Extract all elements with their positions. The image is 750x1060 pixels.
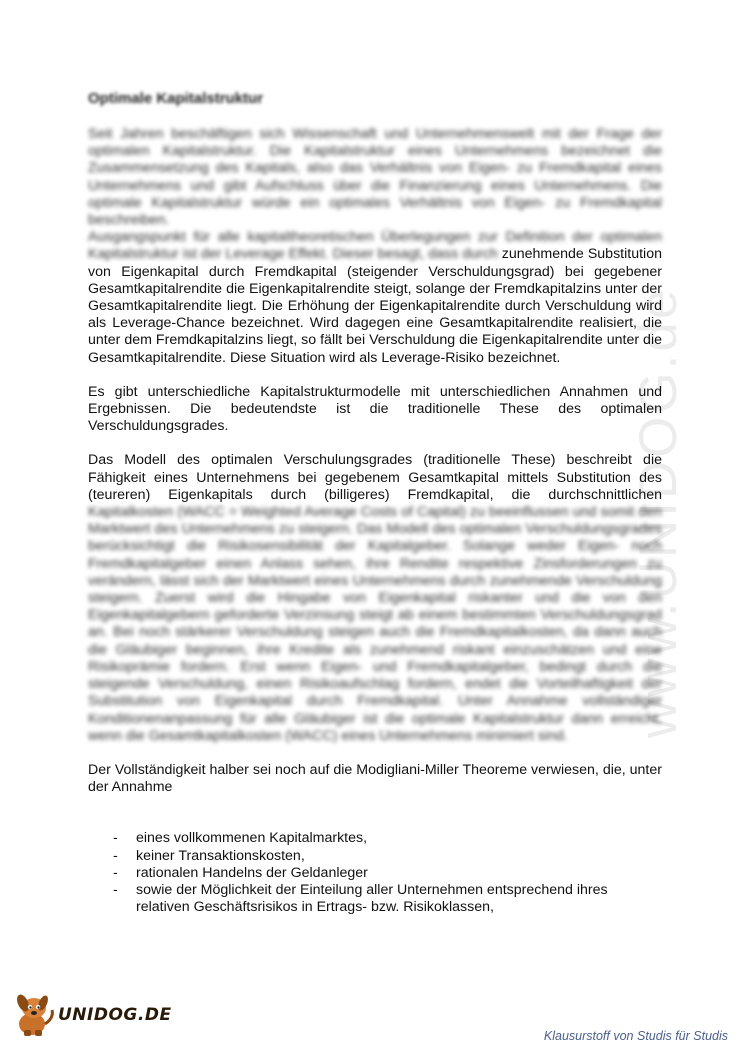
paragraph-intro: Seit Jahren beschäftigen sich Wissenschaft und Unternehmenswelt mit der Frage der optimalen Kapitalstruktur. Die Kapitalstruktur eines Unternehmens bezeichnet die Zusammensetzung des Kapitals, also das Verhältnis von Eigen- zu Fremdkapital eines Unternehmens und gibt Aufschluss über die Finanzierung eines Unternehmens. Die optimale Kapitalstruktur würde ein optimales Verhältnis von Eigen- zu Fremdkapital beschreiben. bbox=[88, 126, 662, 229]
paragraph-leverage-clear: zunehmende Substitution von Eigenkapital durch Fremdkapital (steigender Verschuldungsgrad) bei gegebener Gesamtkapitalrendite die Eigenkapitalrendite steigt, solange der Fremdkapitalzins unter der Gesamtkapitalrendite liegt. Die Erhöhung der Eigenkapitalrendite durch Verschuldung wird als Leverage-Chance bezeichnet. Wird dagegen eine Gesamtkapitalrendite realisiert, die unter dem Fremdkapitalzins liegt, so fällt bei Verschuldung die Eigenkapitalrendite unter die Gesamtkapitalrendite. Diese Situation wird als Leverage-Risiko bezeichnet. bbox=[88, 246, 662, 366]
paragraph-traditional-blurred: Kapitalkosten (WACC = Weighted Average Costs of Capital) zu beeinflussen und somit den Marktwert des Unternehmens zu steigern. Das Modell des optimalen Verschuldungsgrades berücksichtigt die Risikosensibilität der Kapitalgeber. Solange weder Eigen- noch Fremdkapitalgeber einen Anlass sehen, ihre Rendite respektive Zinsforderungen zu verändern, lässt sich der Marktwert eines Unternehmens durch zunehmende Verschuldung steigern. Zuerst wird die Hingabe von Eigenkapital riskanter und die von den Eigenkapitalgebern geforderte Verzinsung steigt ab einem bestimmten Verschuldungsgrad an. Bei noch stärkerer Verschuldung steigen auch die Fremdkapitalkosten, da dann auch die Gläubiger beginnen, ihre Kredite als zunehmend riskant einzuschätzen und eine Risikoprämie fordern. Erst wenn Eigen- und Fremdkapitalgeber, bedingt durch die steigende Verschuldung, einen Risikoaufschlag fordern, endet die Vorteilhaftigkeit der Substitution von Eigenkapital durch Fremdkapital. Unter Annahme vollständiger Konditionenanpassung für alle Gläubiger ist die optimale Kapitalstruktur dann erreicht, wenn die Gesamtkapitalkosten (WACC) eines Unternehmens minimiert sind. bbox=[88, 504, 662, 744]
paragraph-leverage-blurred: Ausgangspunkt für alle kapitaltheoretischen Überlegungen zur Definition der optimalen Kapitalstruktur ist der Leverage Effekt. Dieser besagt, dass durch bbox=[88, 229, 662, 263]
paragraph-traditional-clear: Das Modell des optimalen Verschulungsgrades (traditionelle These) beschreibt die Fähigkeit eines Unternehmens bei gegebenem Gesamtkapital mittels Substitution des (teureren) Eigenkapitals durch (billigeres) Fremdkapital, die durchschnittlichen bbox=[88, 452, 662, 503]
list-item: - eines vollkommenen Kapitalmarktes, bbox=[113, 830, 368, 847]
paragraph-leverage bbox=[88, 229, 662, 367]
page-title: Optimale Kapitalstruktur bbox=[88, 90, 264, 107]
bullet-dash: - bbox=[113, 881, 118, 898]
watermark: www.UNIDOG.de bbox=[629, 286, 688, 738]
bullet-dash: - bbox=[113, 830, 118, 847]
bullet-dash: - bbox=[113, 864, 118, 881]
dog-mascot-icon bbox=[10, 990, 56, 1040]
unidog-logo bbox=[10, 990, 180, 1040]
assumption-list bbox=[88, 830, 662, 916]
paragraph-modigliani-miller: Der Vollständigkeit halber sei noch auf die Modigliani-Miller Theoreme verwiesen, die, unter der Annahme bbox=[88, 761, 662, 796]
list-item: - keiner Transaktionskosten, bbox=[113, 847, 305, 864]
logo-text: UNIDOG.DE bbox=[58, 1005, 172, 1025]
paragraph-traditional-thesis bbox=[88, 452, 662, 744]
bullet-dash: - bbox=[113, 847, 118, 864]
list-item: - sowie der Möglichkeit der Einteilung aller Unternehmen entsprechend ihres relativen Geschäftsrisikos in Ertrags- bzw. Risikoklassen, bbox=[113, 881, 608, 916]
footer-tagline: Klausurstoff von Studis für Studis bbox=[543, 1029, 728, 1043]
paragraph-models: Es gibt unterschiedliche Kapitalstrukturmodelle mit unterschiedlichen Annahmen und Ergebnissen. Die bedeutendste ist die traditionelle These des optimalen Verschuldungsgrades. bbox=[88, 383, 662, 435]
list-item: - rationalen Handelns der Geldanleger bbox=[113, 864, 368, 881]
document-body bbox=[88, 126, 662, 916]
